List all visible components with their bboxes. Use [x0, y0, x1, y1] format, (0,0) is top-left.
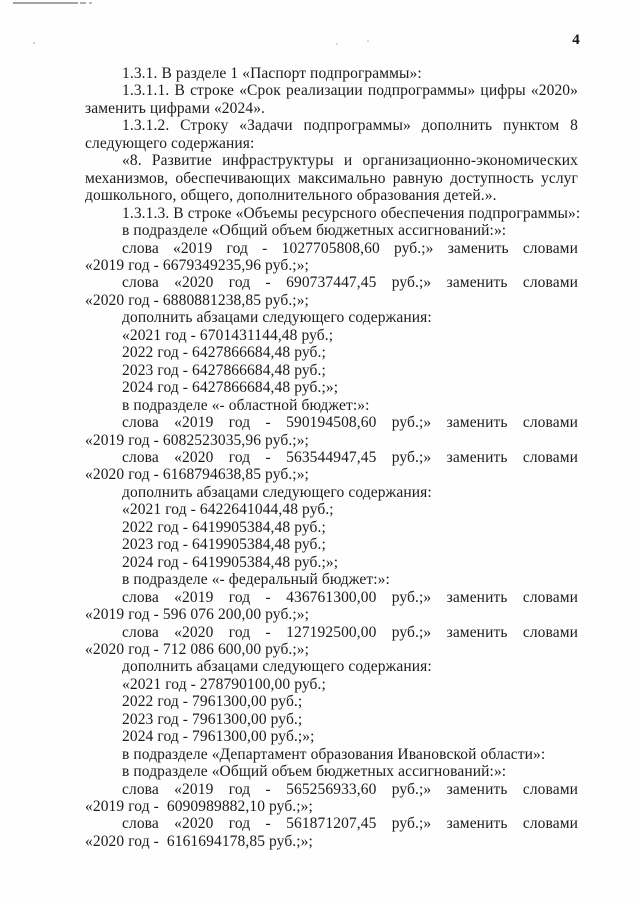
text-line: следующего содержания: [85, 134, 255, 152]
text-line: слова «2019 год - 590194508,60 руб.;» заменить словами [122, 414, 578, 432]
text-line: дополнить абзацами следующего содержания: [122, 309, 432, 327]
text-line: механизмов, обеспечивающих максимально равную доступность услуг [85, 169, 578, 187]
text-line: 2024 год - 6419905384,48 руб.;»; [122, 553, 339, 571]
scan-artifact-dash [80, 2, 86, 4]
scan-speck [336, 43, 338, 45]
text-line: 2024 год - 7961300,00 руб.;»; [122, 728, 315, 746]
text-line: 2022 год - 6427866684,48 руб.; [122, 344, 326, 362]
text-line: «2019 год - 6679349235,96 руб.;»; [85, 256, 309, 274]
text-line: 1.3.1. В разделе 1 «Паспорт подпрограммы»: [122, 65, 422, 82]
text-line: «8. Развитие инфраструктуры и организационно-экономических [122, 152, 578, 170]
text-line: 2024 год - 6427866684,48 руб.;»; [122, 379, 339, 397]
text-line: «2020 год - 6880881238,85 руб.;»; [85, 291, 309, 309]
text-line: 2023 год - 6419905384,48 руб.; [122, 536, 326, 554]
text-line: слова «2020 год - 127192500,00 руб.;» заменить словами [122, 623, 578, 641]
text-line: в подразделе «Общий объем бюджетных ассигнований:»: [122, 763, 507, 781]
text-line: 1.3.1.1. В строке «Срок реализации подпрограммы» цифры «2020» [122, 82, 578, 100]
text-line: дополнить абзацами следующего содержания: [122, 483, 432, 501]
text-line: слова «2020 год - 561871207,45 руб.;» заменить словами [122, 815, 578, 833]
document-text-body [85, 65, 581, 850]
scan-speck [367, 40, 369, 42]
text-line: «2021 год - 278790100,00 руб.; [122, 675, 326, 693]
text-line: «2019 год - 596 076 200,00 руб.;»; [85, 606, 310, 624]
text-line: 2023 год - 6427866684,48 руб.; [122, 361, 326, 379]
text-line: «2019 год - 6090989882,10 руб.;»; [85, 798, 313, 816]
text-line: «2021 год - 6701431144,48 руб.; [122, 326, 334, 344]
scan-artifact-line [13, 2, 78, 4]
text-line: «2019 год - 6082523035,96 руб.;»; [85, 431, 309, 449]
text-line: 1.3.1.3. В строке «Объемы ресурсного обеспечения подпрограммы»: [122, 204, 581, 222]
text-line: в подразделе «- федеральный бюджет:»: [122, 571, 390, 589]
text-line: «2020 год - 712 086 600,00 руб.;»; [85, 640, 310, 658]
text-line: 2023 год - 7961300,00 руб.; [122, 710, 303, 728]
scan-speck [33, 42, 35, 44]
text-line: слова «2019 год - 436761300,00 руб.;» заменить словами [122, 588, 578, 606]
text-line: «2020 год - 6168794638,85 руб.;»; [85, 466, 309, 484]
page-number: 4 [572, 32, 580, 48]
text-line: 1.3.1.2. Строку «Задачи подпрограммы» дополнить пунктом 8 [122, 117, 578, 135]
text-line: «2020 год - 6161694178,85 руб.;»; [85, 832, 313, 850]
text-line: в подразделе «- областной бюджет:»: [122, 396, 370, 414]
text-line: 2022 год - 7961300,00 руб.; [122, 693, 303, 711]
text-line: в подразделе «Департамент образования Ивановской области»: [122, 745, 546, 763]
text-line: дополнить абзацами следующего содержания: [122, 658, 432, 676]
text-line: слова «2019 год - 565256933,60 руб.;» заменить словами [122, 780, 578, 798]
text-line: 2022 год - 6419905384,48 руб.; [122, 518, 326, 536]
scan-artifact-dash [89, 2, 92, 4]
text-line: заменить цифрами «2024». [85, 99, 266, 117]
text-line: дошкольного, общего, дополнительного образования детей.». [85, 187, 497, 205]
text-line: слова «2019 год - 1027705808,60 руб.;» заменить словами [122, 239, 578, 257]
text-line: «2021 год - 6422641044,48 руб.; [122, 501, 334, 519]
text-line: в подразделе «Общий объем бюджетных ассигнований:»: [122, 222, 507, 240]
text-line: слова «2020 год - 563544947,45 руб.;» заменить словами [122, 448, 578, 466]
text-line: слова «2020 год - 690737447,45 руб.;» заменить словами [122, 274, 578, 292]
